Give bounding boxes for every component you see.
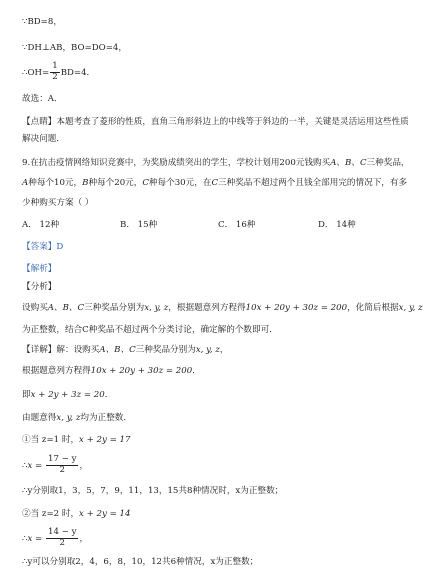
option-b[interactable]: B． 15种	[120, 220, 158, 230]
option-c[interactable]: C． 16种	[218, 220, 256, 230]
option-a[interactable]: A． 12种	[22, 220, 60, 230]
analysis-label: 【解析】	[22, 264, 57, 274]
case-2-x: ∴x = $\frac{14 - y}{2}$ ，	[22, 527, 89, 548]
fenxi-label: 【分析】	[22, 282, 57, 292]
oh-suffix: BD=4．	[60, 67, 96, 78]
line-choose: 故选：A．	[22, 94, 63, 104]
answer-label: 【答案】D	[22, 242, 64, 252]
fraction-half: $\frac{1}{2}$	[52, 61, 58, 82]
detail-line: 【详解】解：设购买A、B、C三种奖品分别为x, y, z，	[22, 345, 229, 355]
line-dh: ∵DH⊥AB，BO=DO=4，	[22, 43, 127, 53]
question-9: 9.在抗击疫情网络知识竞赛中，为奖励成绩突出的学生，学校计划用200元钱购买A、B、C三种奖品，A种每个10元，B种每个20元，C种每个30元，在C三种奖品不超过两个且钱全部用完的情况下，有多少种购买方案（ ）	[22, 158, 410, 208]
case-1-result: ∴y分别取1，3，5，7，9，11，13，15共8种情况时，x为正整数；	[22, 486, 284, 496]
equation-line-2: 即x + 2y + 3z = 20．	[22, 390, 114, 400]
line-oh	[22, 62, 95, 83]
positivity-line: 由题意得x, y, z均为正整数．	[22, 413, 132, 423]
fraction-case-2: $\frac{14 - y}{2}$	[47, 527, 77, 548]
commentary: 【点睛】本题考查了菱形的性质，直角三角形斜边上的中线等于斜边的一半，关键是灵活运用这些性质解决问题．	[22, 117, 409, 144]
case-2-result: ∴y可以分别取2，4，6，8，10，12共6种情况，x为正整数；	[22, 557, 259, 567]
case-2-line: ②当 z=2 时，x + 2y = 14	[22, 509, 131, 519]
line-bd: ∵BD=8，	[22, 17, 62, 27]
analysis-line-2: 为正整数，结合C种奖品不超过两个分类讨论，确定解的个数即可．	[22, 325, 278, 335]
case-1-x: ∴x = $\frac{17 - y}{2}$ ，	[22, 454, 89, 475]
equation-line-1: 根据题意列方程得10x + 20y + 30z = 200．	[22, 366, 201, 376]
case-1-line: ①当 z=1 时，x + 2y = 17	[22, 435, 131, 445]
fraction-case-1: $\frac{17 - y}{2}$	[47, 454, 77, 475]
oh-prefix: ∴OH=	[22, 67, 50, 78]
analysis-line-1: 设购买A、B、C三种奖品分别为x, y, z，根据题意列方程得10x + 20y + 30z = 200，化简后根据x, y, z	[22, 303, 423, 313]
option-d[interactable]: D． 14种	[318, 220, 356, 230]
